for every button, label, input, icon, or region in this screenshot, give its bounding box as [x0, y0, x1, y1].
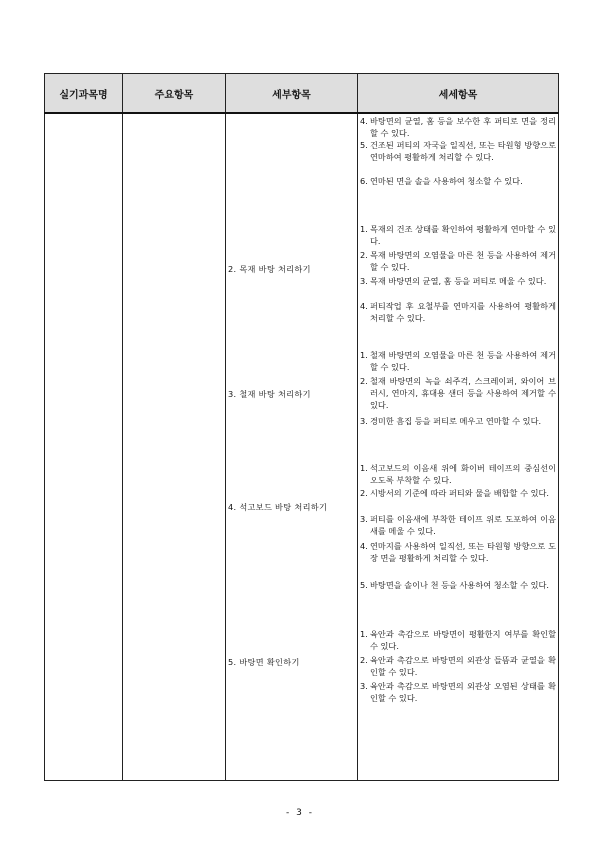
sub-item-steel: 3. 철재 바탕 처리하기 [228, 389, 311, 399]
detail-item: 3. 퍼티를 이음새에 부착한 테이프 위로 도포하여 이음새를 메울 수 있다. [360, 514, 556, 536]
detail-item: 2. 시방서의 기준에 따라 퍼티와 물을 배합할 수 있다. [360, 488, 550, 498]
sub-item-check: 5. 바탕면 확인하기 [228, 657, 300, 667]
detail-item-cell [358, 113, 559, 781]
sub-item-cell [226, 113, 358, 781]
curriculum-table [44, 73, 559, 781]
detail-item: 3. 경미한 흠집 등을 퍼티로 메우고 연마할 수 있다. [360, 416, 542, 426]
detail-item: 5. 건조된 퍼티의 자국을 일직선, 또는 타원형 방향으로 연마하여 평활하게 처리할 수 있다. [360, 140, 556, 162]
detail-item: 4. 연마지를 사용하여 일직선, 또는 타원형 방향으로 도장 면을 평활하게 처리할 수 있다. [360, 541, 556, 563]
detail-item: 1. 육안과 촉감으로 바탕면이 평활한지 여부를 확인할 수 있다. [360, 629, 556, 651]
detail-item: 3. 목재 바탕면의 균열, 홈 등을 퍼티로 메울 수 있다. [360, 276, 547, 286]
header-detail-item: 세세항목 [358, 74, 559, 114]
detail-item: 4. 바탕면의 균열, 홈 등을 보수한 후 퍼티로 면을 정리할 수 있다. [360, 116, 556, 138]
sub-item-gypsum: 4. 석고보드 바탕 처리하기 [228, 502, 328, 512]
header-main-item: 주요항목 [123, 74, 226, 114]
detail-item: 3. 육안과 촉감으로 바탕면의 외관상 오염된 상태를 확인할 수 있다. [360, 681, 556, 703]
table-header-row [45, 74, 559, 114]
header-subject: 실기과목명 [45, 74, 123, 114]
detail-item: 1. 석고보드의 이음새 위에 화이버 테이프의 중심선이 오도록 부착할 수 있다. [360, 463, 556, 485]
detail-item: 6. 연마된 면을 솔을 사용하여 청소할 수 있다. [360, 176, 523, 186]
main-item-cell [123, 113, 226, 781]
detail-item: 2. 육안과 촉감으로 바탕면의 외관상 들뜸과 균열을 확인할 수 있다. [360, 655, 556, 677]
sub-item-wood: 2. 목재 바탕 처리하기 [228, 264, 311, 274]
detail-item: 1. 철재 바탕면의 오염물을 마른 천 등을 사용하여 제거할 수 있다. [360, 350, 556, 372]
detail-item: 2. 철재 바탕면의 녹을 쇠주걱, 스크레이퍼, 와이어 브러시, 연마지, 휴대용 샌더 등을 사용하여 제거할 수 있다. [360, 376, 556, 410]
detail-item: 2. 목재 바탕면의 오염물을 마른 천 등을 사용하여 제거할 수 있다. [360, 250, 556, 272]
detail-item: 1. 목재의 건조 상태를 확인하여 평활하게 연마할 수 있다. [360, 224, 556, 246]
header-sub-item: 세부항목 [226, 74, 358, 114]
table-row [45, 113, 559, 781]
page-number: - 3 - [286, 808, 314, 818]
detail-item: 5. 바탕면을 솔이나 천 등을 사용하여 청소할 수 있다. [360, 580, 550, 590]
detail-item: 4. 퍼티작업 후 요철부를 연마지를 사용하여 평활하게 처리할 수 있다. [360, 301, 556, 323]
subject-cell [45, 113, 123, 781]
